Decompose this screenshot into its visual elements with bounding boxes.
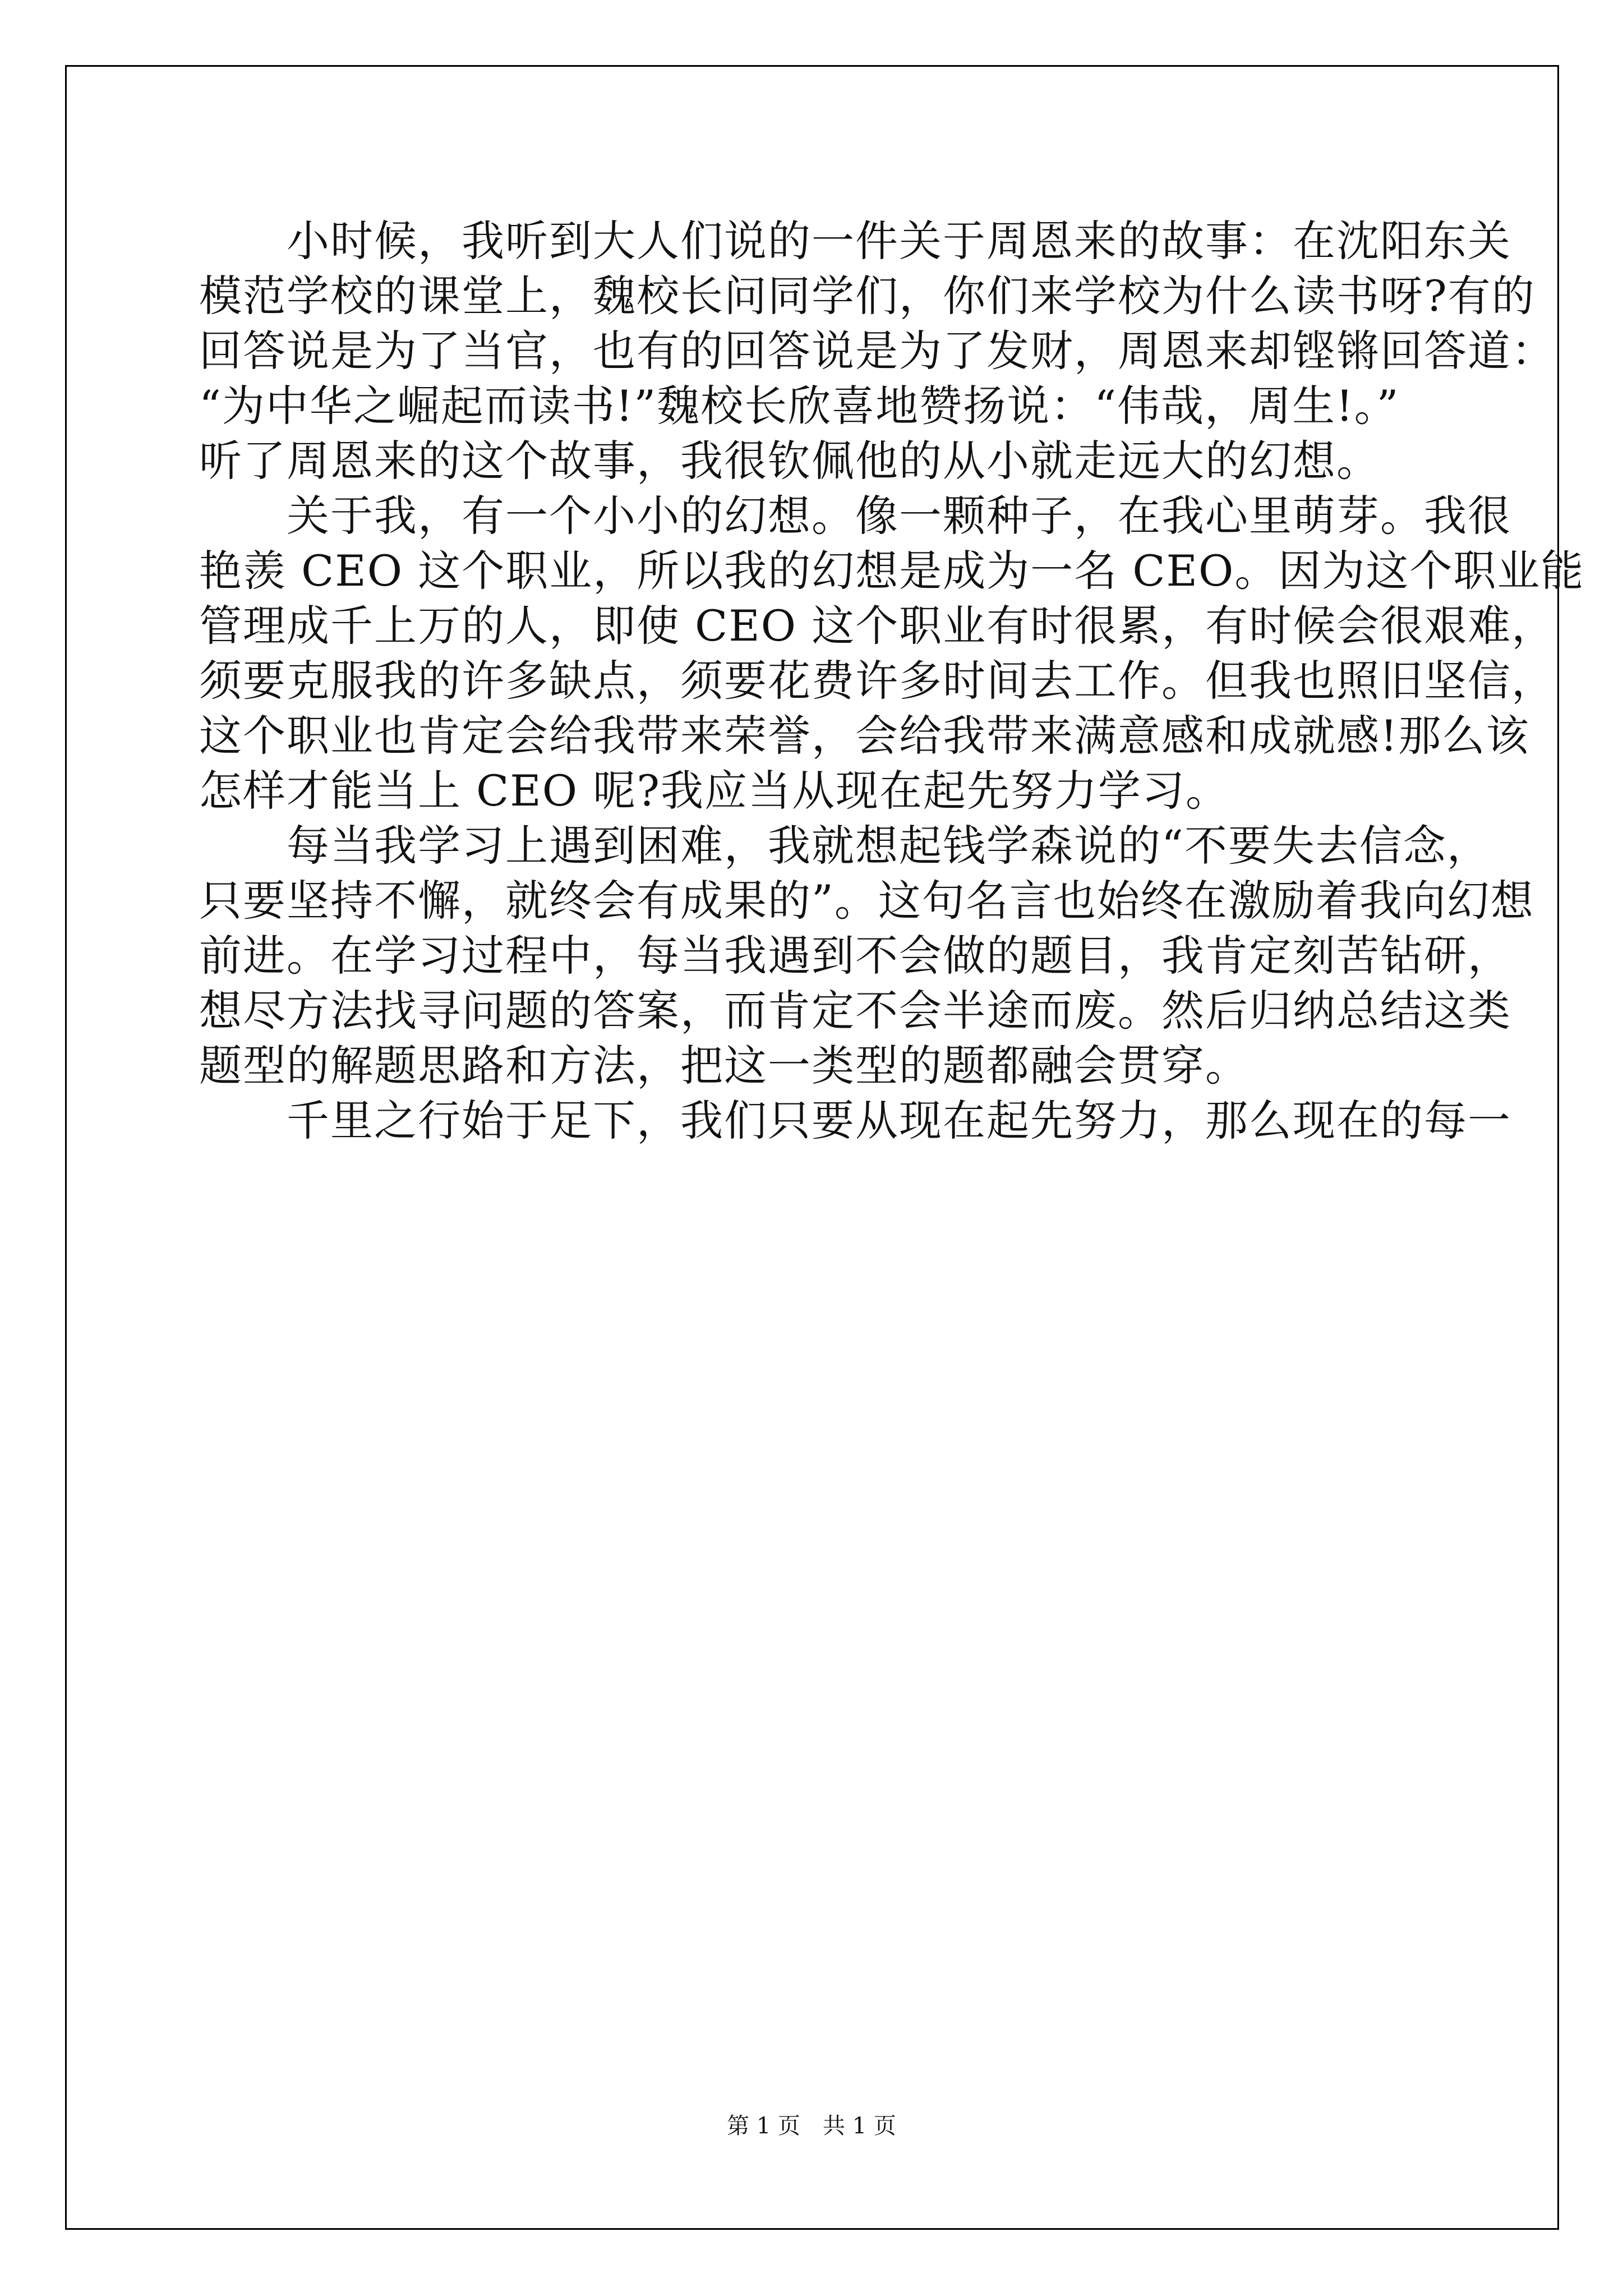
text-line: 这个职业也肯定会给我带来荣誉，会给我带来满意感和成就感!那么该 <box>199 711 1530 761</box>
text-line: 前进。在学习过程中，每当我遇到不会做的题目，我肯定刻苦钻研， <box>199 931 1511 981</box>
text-line: 管理成千上万的人，即使 CEO 这个职业有时很累，有时候会很艰难， <box>199 601 1556 651</box>
text-line: 须要克服我的许多缺点，须要花费许多时间去工作。但我也照旧坚信， <box>199 656 1555 706</box>
text-line: 每当我学习上遇到困难，我就想起钱学森说的“不要失去信念， <box>199 821 1491 871</box>
text-line: 怎样才能当上 CEO 呢?我应当从现在起先努力学习。 <box>199 766 1229 816</box>
text-line: 想尽方法找寻问题的答案，而肯定不会半途而废。然后归纳总结这类 <box>199 986 1511 1036</box>
text-line: “为中华之崛起而读书!”魏校长欣喜地赞扬说：“伟哉，周生!。” <box>199 381 1400 431</box>
text-line: 关于我，有一个小小的幻想。像一颗种子，在我心里萌芽。我很 <box>199 491 1511 541</box>
text-line: 艳羡 CEO 这个职业，所以我的幻想是成为一名 CEO。因为这个职业能 <box>199 546 1585 596</box>
text-line: 千里之行始于足下，我们只要从现在起先努力，那么现在的每一 <box>199 1096 1511 1145</box>
text-line: 回答说是为了当官，也有的回答说是为了发财，周恩来却铿锵回答道： <box>199 326 1555 376</box>
text-line: 小时候，我听到大人们说的一件关于周恩来的故事：在沈阳东关 <box>199 216 1511 266</box>
text-line: 题型的解题思路和方法，把这一类型的题都融会贯穿。 <box>199 1041 1249 1091</box>
text-line: 只要坚持不懈，就终会有成果的”。这句名言也始终在激励着我向幻想 <box>199 876 1534 926</box>
page-number-footer: 第 1 页 共 1 页 <box>727 2113 896 2139</box>
text-line: 听了周恩来的这个故事，我很钦佩他的从小就走远大的幻想。 <box>199 436 1380 486</box>
text-line: 模范学校的课堂上，魏校长问同学们，你们来学校为什么读书呀?有的 <box>199 271 1536 321</box>
